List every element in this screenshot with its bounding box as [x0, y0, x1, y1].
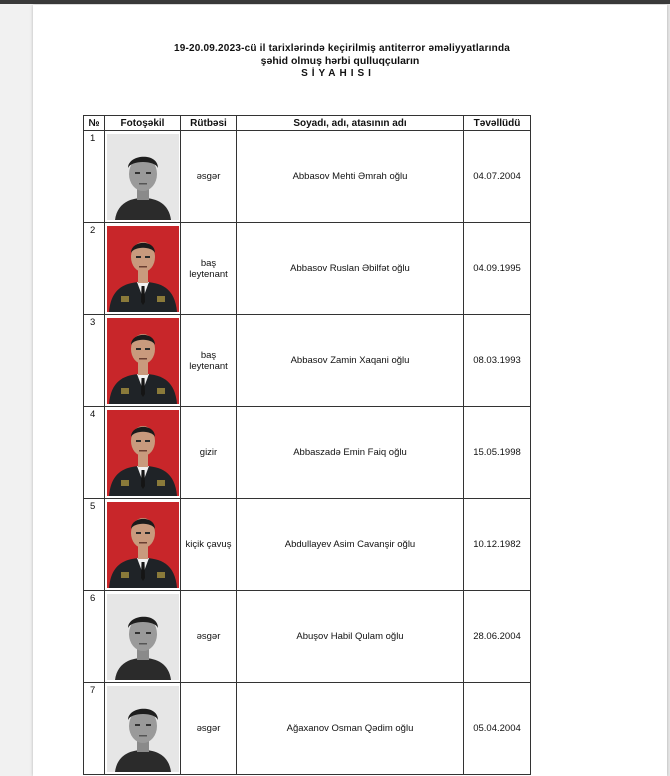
heading-line-1: 19-20.09.2023-cü il tarixlərində keçirilmiş antiterror əməliyyatlarında [173, 43, 511, 54]
rank-cell: əsgər [181, 683, 237, 775]
photo-cell [105, 315, 181, 407]
row-number: 6 [84, 591, 105, 683]
name-cell: Abbasov Ruslan Əbilfət oğlu [237, 223, 464, 315]
column-header-no: № [84, 116, 105, 131]
document-heading [33, 43, 667, 79]
name-cell: Abbaszadə Emin Faiq oğlu [237, 407, 464, 499]
name-cell: Abuşov Habil Qulam oğlu [237, 591, 464, 683]
name-cell: Abbasov Mehti Əmrah oğlu [237, 131, 464, 223]
table-row [84, 131, 531, 223]
photo-cell [105, 131, 181, 223]
table-row [84, 499, 531, 591]
photo-cell [105, 223, 181, 315]
birth-date-cell: 04.07.2004 [464, 131, 531, 223]
rank-cell: gizir [181, 407, 237, 499]
rank-cell: əsgər [181, 131, 237, 223]
row-number: 4 [84, 407, 105, 499]
photo-cell [105, 591, 181, 683]
table-header-row [84, 116, 531, 131]
row-number: 1 [84, 131, 105, 223]
row-number: 5 [84, 499, 105, 591]
birth-date-cell: 28.06.2004 [464, 591, 531, 683]
portrait-photo [107, 410, 179, 496]
portrait-photo [107, 594, 179, 680]
name-cell: Abdullayev Asim Cavanşir oğlu [237, 499, 464, 591]
row-number: 3 [84, 315, 105, 407]
name-cell: Abbasov Zamin Xaqani oğlu [237, 315, 464, 407]
heading-title: SİYAHISI [301, 68, 375, 79]
rank-cell: kiçik çavuş [181, 499, 237, 591]
photo-cell [105, 407, 181, 499]
rank-cell: baş leytenant [181, 315, 237, 407]
row-number: 7 [84, 683, 105, 775]
column-header-rank: Rütbəsi [181, 116, 237, 131]
portrait-photo [107, 318, 179, 404]
table-row [84, 683, 531, 775]
birth-date-cell: 10.12.1982 [464, 499, 531, 591]
birth-date-cell: 08.03.1993 [464, 315, 531, 407]
portrait-photo [107, 686, 179, 772]
document-page [33, 5, 667, 776]
birth-date-cell: 05.04.2004 [464, 683, 531, 775]
table-row [84, 591, 531, 683]
portrait-photo [107, 134, 179, 220]
table-row [84, 223, 531, 315]
personnel-table [83, 115, 531, 775]
row-number: 2 [84, 223, 105, 315]
column-header-name: Soyadı, adı, atasının adı [237, 116, 464, 131]
column-header-birth: Təvəllüdü [464, 116, 531, 131]
photo-cell [105, 499, 181, 591]
heading-line-2: şəhid olmuş hərbi qulluqçuların [260, 55, 420, 67]
table-row [84, 407, 531, 499]
portrait-photo [107, 502, 179, 588]
rank-cell: əsgər [181, 591, 237, 683]
table-row [84, 315, 531, 407]
photo-cell [105, 683, 181, 775]
birth-date-cell: 15.05.1998 [464, 407, 531, 499]
name-cell: Ağaxanov Osman Qədim oğlu [237, 683, 464, 775]
portrait-photo [107, 226, 179, 312]
rank-cell: baş leytenant [181, 223, 237, 315]
column-header-photo: Fotoşəkil [105, 116, 181, 131]
viewer-top-bar [0, 0, 670, 4]
birth-date-cell: 04.09.1995 [464, 223, 531, 315]
